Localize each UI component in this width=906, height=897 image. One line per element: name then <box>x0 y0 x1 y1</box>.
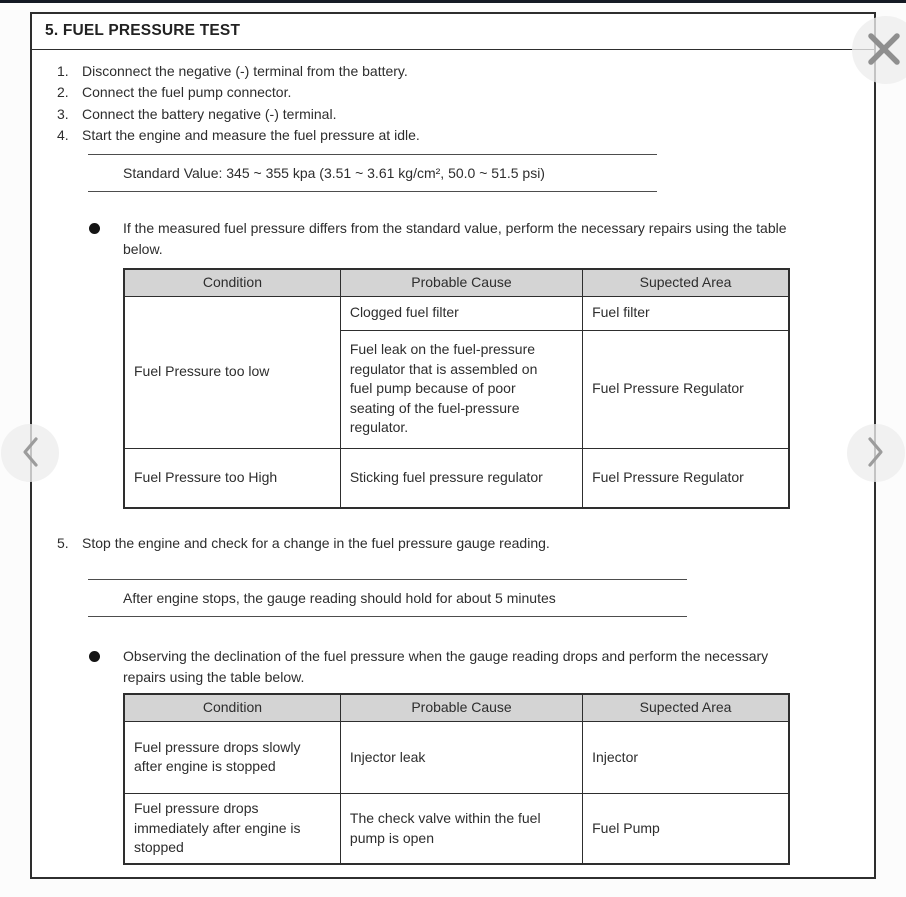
step-number: 3. <box>57 105 69 122</box>
cell-area: Injector <box>583 721 789 793</box>
cell-area: Fuel filter <box>583 296 789 330</box>
bullet-item <box>89 646 874 688</box>
table-header-row <box>124 269 789 296</box>
header-suspected-area: Supected Area <box>583 694 789 721</box>
repair-table-1 <box>123 268 790 509</box>
table-row <box>124 296 789 330</box>
page-title: 5. FUEL PRESSURE TEST <box>45 22 241 39</box>
top-bar <box>0 0 906 3</box>
header-condition: Condition <box>124 269 340 296</box>
bullet-item <box>89 218 874 260</box>
bullet-icon <box>89 651 100 662</box>
table-row <box>124 793 789 864</box>
cell-area: Fuel Pressure Regulator <box>583 448 789 508</box>
gauge-reading-note <box>88 579 687 617</box>
table-header-row <box>124 694 789 721</box>
section-header <box>32 14 874 50</box>
manual-page <box>30 12 876 879</box>
cell-condition <box>124 721 340 793</box>
repair-table-2 <box>123 693 790 865</box>
cell-cause <box>340 793 582 864</box>
cell-condition-text: Fuel pressure drops immediately after engine is stopped <box>134 800 301 856</box>
cell-cause-text: Sticking fuel pressure regulator <box>349 469 543 486</box>
cell-condition: Fuel Pressure too High <box>124 448 340 508</box>
prev-page-button[interactable] <box>1 424 59 482</box>
chevron-left-icon <box>17 432 43 475</box>
step-text: Connect the battery negative (-) terminal. <box>82 105 337 122</box>
standard-value-note <box>88 154 657 192</box>
cell-cause: Injector leak <box>340 721 582 793</box>
step-number: 2. <box>57 84 69 101</box>
cell-condition <box>124 793 340 864</box>
cell-cause <box>340 448 582 508</box>
header-probable-cause: Probable Cause <box>340 269 582 296</box>
cell-area: Fuel Pressure Regulator <box>583 330 789 448</box>
bullet-text: Observing the declination of the fuel pressure when the gauge reading drops and perform the necessary repairs using the table below. <box>123 648 769 686</box>
bullet-text: If the measured fuel pressure differs from the standard value, perform the necessary repairs using the table below. <box>123 220 787 258</box>
gauge-note-text: After engine stops, the gauge reading should hold for about 5 minutes <box>123 590 556 607</box>
step-number: 5. <box>57 535 69 552</box>
step-1 <box>57 61 874 82</box>
step-4 <box>57 125 874 146</box>
step-text: Disconnect the negative (-) terminal from the battery. <box>82 63 408 79</box>
step-5 <box>57 533 874 554</box>
next-page-button[interactable] <box>847 424 905 482</box>
table-row <box>124 448 789 508</box>
table-row <box>124 721 789 793</box>
procedure-steps <box>57 61 874 146</box>
step-number: 4. <box>57 126 69 143</box>
step-2 <box>57 82 874 103</box>
close-icon <box>867 28 905 73</box>
header-probable-cause: Probable Cause <box>340 694 582 721</box>
cell-cause: Clogged fuel filter <box>340 296 582 330</box>
cell-condition: Fuel Pressure too low <box>124 296 340 448</box>
cell-area: Fuel Pump <box>583 793 789 864</box>
cell-condition-text: Fuel pressure drops slowly after engine is stopped <box>134 738 301 775</box>
step-text: Stop the engine and check for a change in the fuel pressure gauge reading. <box>82 535 550 552</box>
cell-cause <box>340 330 582 448</box>
cell-cause-text: Fuel leak on the fuel-pressure regulator that is assembled on fuel pump because of poor seating of the fuel-pressure regulator. <box>349 341 538 436</box>
step-3 <box>57 104 874 125</box>
step-text: Start the engine and measure the fuel pressure at idle. <box>82 126 420 143</box>
step-text: Connect the fuel pump connector. <box>82 84 292 101</box>
step-number: 1. <box>57 63 69 79</box>
header-condition: Condition <box>124 694 340 721</box>
bullet-icon <box>89 223 100 234</box>
chevron-right-icon <box>863 432 889 475</box>
standard-value-text: Standard Value: 345 ~ 355 kpa (3.51 ~ 3.61 kg/cm², 50.0 ~ 51.5 psi) <box>123 165 545 182</box>
cell-cause-text: The check valve within the fuel pump is open <box>349 810 541 846</box>
header-suspected-area: Supected Area <box>583 269 789 296</box>
